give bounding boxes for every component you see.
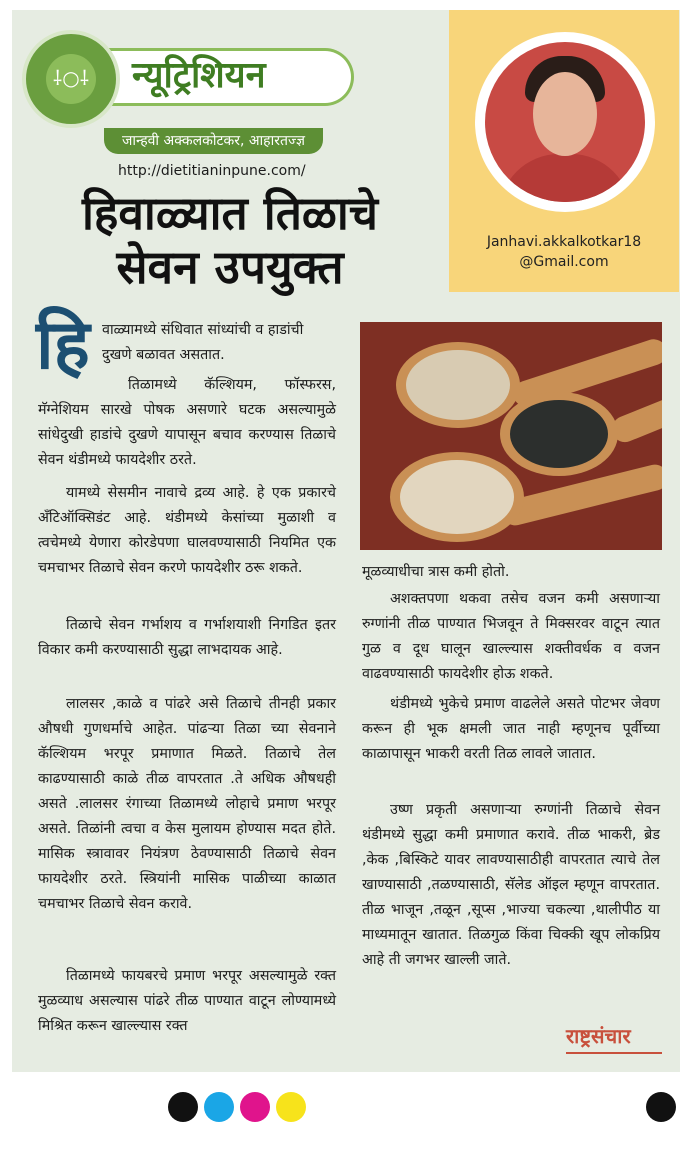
brand-underline — [566, 1052, 662, 1054]
paragraph-9: थंडीमध्ये भुकेचे प्रमाण वाढलेले असते पोटभर जेवण करून ही भूक क्षमली जात नाही म्हणूनच पूर्वीच्या काळापासून भाकरी वरती तिळ लावले जातात. — [362, 696, 660, 762]
author-byline: जान्हवी अक्कलकोटकर, आहारतज्ज्ञ — [104, 128, 323, 154]
paragraph-6: तिळामध्ये फायबरचे प्रमाण भरपूर असल्यामुळे रक्त मुळव्याध असल्यास पांढरे तीळ पाण्यात वाटून लोण्यामध्ये मिश्रित करून खाल्ल्यास रक्त — [38, 968, 336, 1034]
registration-dot-black — [168, 1092, 198, 1122]
paragraph-5: लालसर ,काळे व पांढरे असे तिळाचे तीनही प्रकार औषधी गुणधर्माचे आहेत. पांढऱ्या तिळा च्या सेवनाने कॅल्शियम भरपूर प्रमाणात मिळते. तिळाचे तेल काढण्यासाठी काळे तीळ वापरतात .ते अधिक औषधही असते .लालसर रंगाच्या तिळामध्ये लोहाचे प्रमाण भरपूर असते. तिळांनी त्वचा व केस मुलायम होण्यास मदत होते. मासिक स्त्रावावर नियंत्रण ठेवण्यासाठी तिळाचे सेवन फायदेशीर ठरते. स्त्रियांनी मासिक पाळीच्या काळात चमचाभर तिळाचे सेवन करावे. — [38, 696, 336, 912]
paragraph-2: तिळामध्ये कॅल्शियम, फॉस्फरस, मॅग्नेशियम सारखे पोषक असणारे घटक असल्यामुळे सांधेदुखी हाडांचे दुखणे यापासून बचाव करण्यास तिळाचे सेवन थंडीमध्ये फायदेशीर ठरते. — [38, 377, 336, 468]
paragraph-10: उष्ण प्रकृती असणाऱ्या रुग्णांनी तिळाचे सेवन थंडीमध्ये सुद्धा कमी प्रमाणात करावे. तीळ भाकरी, ब्रेड ,केक ,बिस्किटे यावर लावण्यासाठीही वापरतात त्याचे तेल खाण्यासाठी ,तळण्यासाठी, सॅलेड ऑइल म्हणून वापरतात. तीळ भाजून ,तळून ,सूप्स ,भाज्या चकल्या ,थालीपीठ या माध्यमातून खातात. तिळगुळ किंवा चिक्की खूप लोकप्रिय आहे ती जगभर खाल्ली जाते. — [362, 802, 660, 968]
paragraph-1: वाळ्यामध्ये संधिवात सांध्यांची व हाडांची दुखणे बळावत असतात. — [102, 322, 304, 363]
headline-line-1: हिवाळ्यात तिळाचे — [81, 186, 379, 240]
author-profile-card — [449, 10, 679, 292]
headline-line-2: सेवन उपयुक्त — [116, 240, 344, 294]
page-margin — [0, 1072, 686, 1149]
section-title: न्यूट्रिशियन — [132, 55, 266, 96]
registration-dot-magenta — [240, 1092, 270, 1122]
headline — [30, 186, 430, 294]
author-email[interactable]: Janhavi.akkalkotkar18 @Gmail.com — [486, 234, 642, 270]
paragraph-4: तिळाचे सेवन गर्भाशय व गर्भाशयाशी निगडित इतर विकार कमी करण्यासाठी सुद्धा लाभदायक आहे. — [38, 617, 336, 658]
author-photo — [485, 42, 645, 202]
registration-dot-black-right — [646, 1092, 676, 1122]
sesame-seeds-photo — [360, 322, 662, 550]
author-photo-frame — [475, 32, 655, 212]
registration-dot-yellow — [276, 1092, 306, 1122]
registration-dot-cyan — [204, 1092, 234, 1122]
nutrition-logo — [22, 30, 120, 128]
paragraph-8: अशक्तपणा थकवा तसेच वजन कमी असणाऱ्या रुग्णांनी तीळ पाण्यात भिजवून ते मिक्सरवर वाटून त्यात गुळ व दूध घालून खाल्ल्यास शक्तीवर्धक व वजन वाढवण्यासाठी फायदेशीर होऊ शकते. — [362, 591, 660, 682]
cutlery-icon: ⸸○⸸ — [46, 54, 96, 104]
author-website[interactable]: http://dietitianinpune.com/ — [118, 163, 306, 179]
paragraph-7: मूळव्याधीचा त्रास कमी होतो. — [362, 564, 510, 580]
newspaper-brand-logo: राष्ट्रसंचार — [566, 1024, 631, 1048]
paragraph-3: यामध्ये सेसमीन नावाचे द्रव्य आहे. हे एक प्रकारचे अँटिऑक्सिडंट आहे. थंडीमध्ये केसांच्या मुळाशी व त्वचेमध्ये येणारा कोरडेपणा घालवण्यासाठी नियमित एक चमचाभर तिळाचे सेवन करणे फायदेशीर ठरू शकते. — [38, 485, 336, 576]
drop-cap: हि — [36, 306, 90, 385]
